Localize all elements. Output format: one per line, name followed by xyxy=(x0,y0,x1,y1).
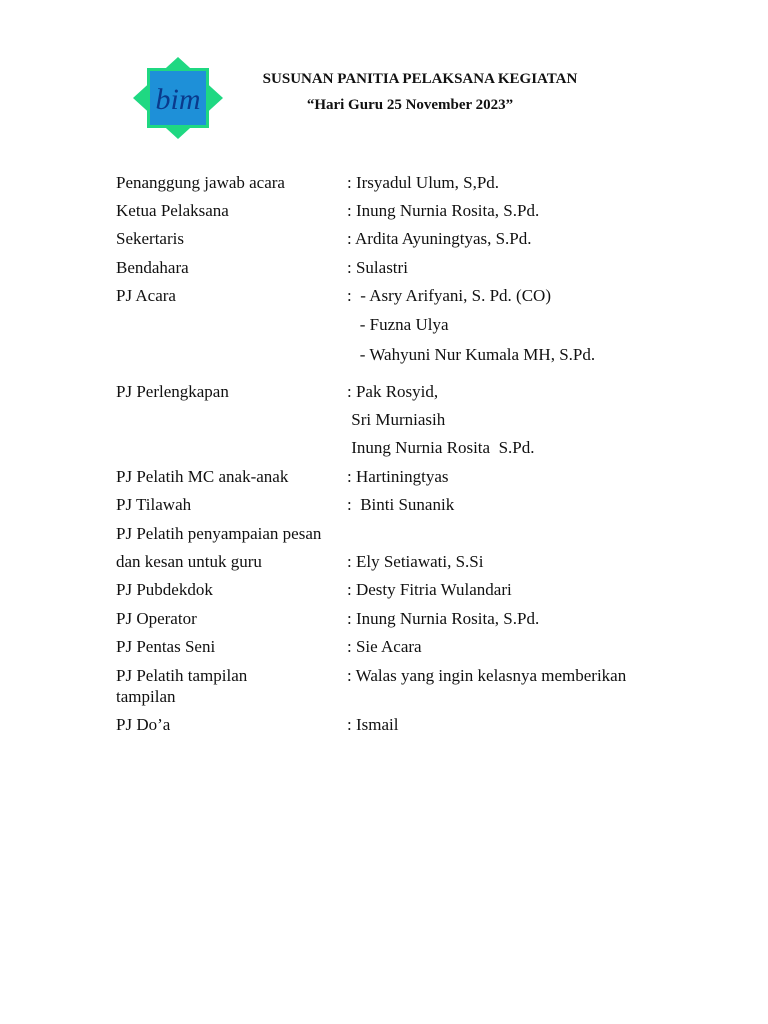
row-value: : Ardita Ayuningtyas, S.Pd. xyxy=(347,229,532,248)
bim-logo xyxy=(133,57,223,139)
row-label: PJ Operator xyxy=(116,609,197,628)
row-label: PJ Pubdekdok xyxy=(116,580,213,599)
row-label: Bendahara xyxy=(116,258,189,277)
row-value: : - Asry Arifyani, S. Pd. (CO) xyxy=(347,286,551,305)
row-value: : Inung Nurnia Rosita, S.Pd. xyxy=(347,609,540,628)
row-label: Sekertaris xyxy=(116,229,184,248)
row-value: : Ismail xyxy=(347,715,399,734)
row-value: : Binti Sunanik xyxy=(347,495,455,514)
row-value: - Fuzna Ulya xyxy=(347,315,449,334)
row-value: : Irsyadul Ulum, S,Pd. xyxy=(347,173,500,192)
document-subtitle: “Hari Guru 25 November 2023” xyxy=(306,97,514,113)
row-label: Penanggung jawab acara xyxy=(116,173,285,192)
row-value: Inung Nurnia Rosita S.Pd. xyxy=(347,438,535,457)
row-label: PJ Pelatih tampilan xyxy=(116,666,248,685)
row-value: : Walas yang ingin kelasnya memberikan xyxy=(347,666,627,685)
row-value: : Ely Setiawati, S.Si xyxy=(347,552,484,571)
row-value: : Desty Fitria Wulandari xyxy=(347,580,512,599)
row-label: PJ Pelatih penyampaian pesan xyxy=(116,524,322,543)
row-label: tampilan xyxy=(116,687,176,706)
logo-text: bim xyxy=(155,83,201,116)
row-label: PJ Acara xyxy=(116,286,176,305)
row-value: - Wahyuni Nur Kumala MH, S.Pd. xyxy=(347,345,596,364)
row-value: : Pak Rosyid, xyxy=(347,382,439,401)
row-label: PJ Perlengkapan xyxy=(116,382,229,401)
row-label: PJ Do’a xyxy=(116,715,171,734)
row-label: PJ Tilawah xyxy=(116,495,192,514)
document-title: SUSUNAN PANITIA PELAKSANA KEGIATAN xyxy=(262,71,578,87)
row-value: Sri Murniasih xyxy=(347,410,446,429)
row-label: dan kesan untuk guru xyxy=(116,552,262,571)
row-value: : Sie Acara xyxy=(347,637,422,656)
row-value: : Inung Nurnia Rosita, S.Pd. xyxy=(347,201,540,220)
row-label: Ketua Pelaksana xyxy=(116,201,229,220)
row-label: PJ Pentas Seni xyxy=(116,637,216,656)
row-value: : Hartiningtyas xyxy=(347,467,449,486)
row-label: PJ Pelatih MC anak-anak xyxy=(116,467,289,486)
row-value: : Sulastri xyxy=(347,258,408,277)
